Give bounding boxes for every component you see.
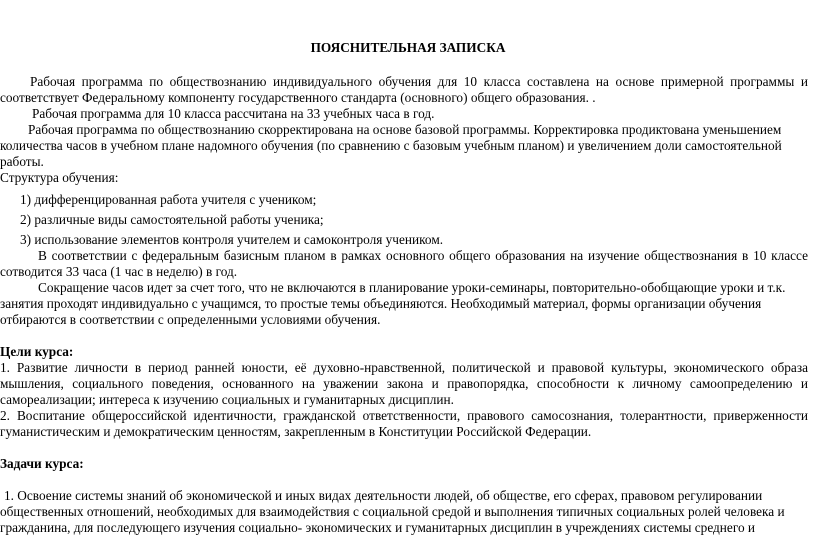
goal-item: 1. Развитие личности в период ранней юности, её духовно-нравственной, политической и правовой культуры, экономического образа мышления, социального поведения, основанного на уважении закона и правопорядка, способности к личному самоопределению и самореализации; интереса к изучению социальных и гуманитарных дисциплин. xyxy=(0,360,808,407)
paragraph-structure-label: Структура обучения: xyxy=(0,170,119,185)
structure-item: 3) использование элементов контроля учителем и самоконтроля учеником. xyxy=(20,232,444,247)
structure-item: 2) различные виды самостоятельной работы ученика; xyxy=(20,212,324,227)
paragraph-program-basis: Рабочая программа по обществознанию индивидуального обучения для 10 класса составлена на основе примерной программы и соответствует Федеральному компоненту государственного стандарта (основного) общего образования. . xyxy=(0,74,808,105)
structure-item: 1) дифференцированная работа учителя с учеником; xyxy=(20,192,317,207)
paragraph-reduction: Сокращение часов идет за счет того, что не включаются в планирование уроки-семинары, повторительно-обобщающие уроки и т.к. занятия проходят индивидуально с учащимся, то простые темы объединяются. Необходимый материал, формы организации обучения отбираются в соответствии с определенными условиями обучения. xyxy=(0,280,786,327)
document-page xyxy=(0,40,808,536)
document-title: ПОЯСНИТЕЛЬНАЯ ЗАПИСКА xyxy=(310,40,506,55)
goal-item: 2. Воспитание общероссийской идентичности, гражданской ответственности, правового самосознания, толерантности, приверженности гуманистическим и демократическим ценностям, закрепленным в Конституции Российской Федерации. xyxy=(0,408,808,439)
tasks-heading: Задачи курса: xyxy=(0,456,84,471)
paragraph-hours: Рабочая программа для 10 класса рассчитана на 33 учебных часа в год. xyxy=(32,106,435,121)
paragraph-correction: Рабочая программа по обществознанию скорректирована на основе базовой программы. Корректировка продиктована уменьшением количества часов в учебном плане надомного обучения (по сравнению с базовым учебным планом) и увеличением доли самостоятельной работы. xyxy=(0,122,782,169)
task-item: 1. Освоение системы знаний об экономической и иных видах деятельности людей, об обществе, его сферах, правовом регулировании общественных отношений, необходимых для взаимодействия с социальной средой и выполнения типичных социальных ролей человека и гражданина, для последующего изучения социально- экономических и гуманитарных дисциплин в учреждениях системы среднего и xyxy=(0,488,785,535)
goals-heading: Цели курса: xyxy=(0,344,74,359)
structure-list xyxy=(0,192,808,248)
paragraph-federal-plan: В соответствии с федеральным базисным планом в рамках основного общего образования на изучение обществознания в 10 классе сотводится 33 часа (1 час в неделю) в год. xyxy=(0,248,808,279)
